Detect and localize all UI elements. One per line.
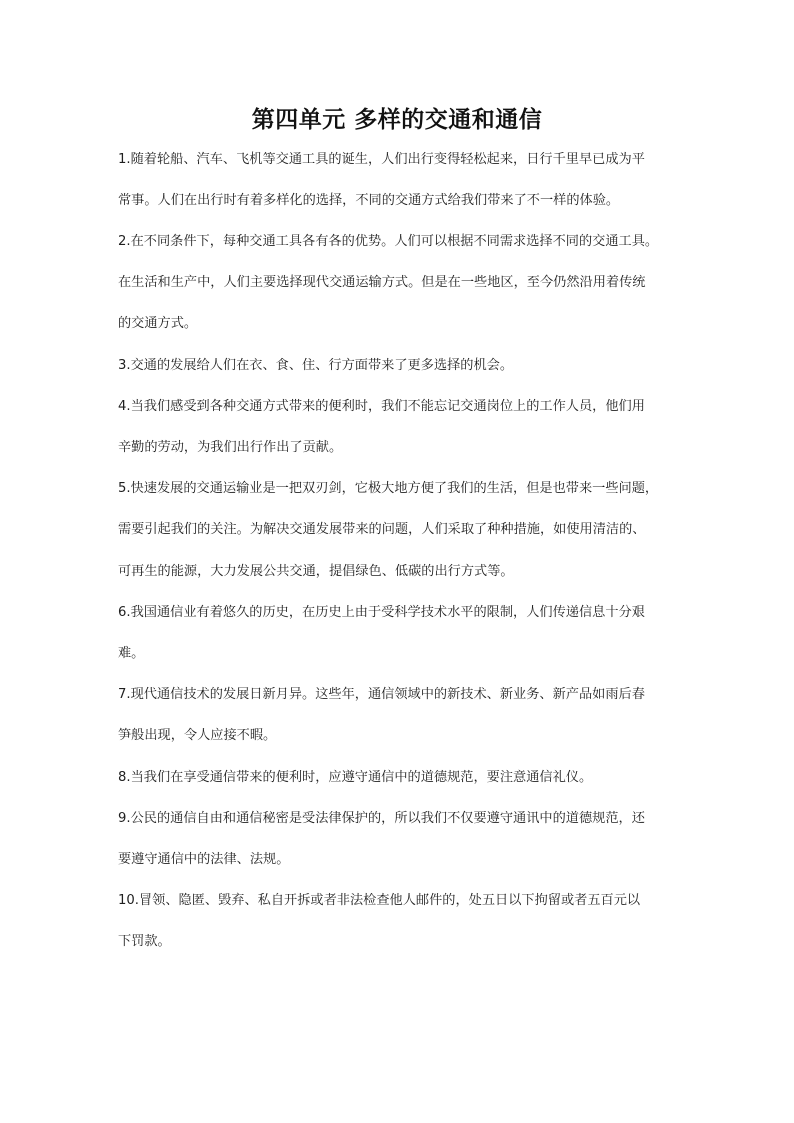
text-line: 可再生的能源，大力发展公共交通，提倡绿色、低碳的出行方式等。 <box>118 564 514 579</box>
text-line: 6.我国通信业有着悠久的历史，在历史上由于受科学技术水平的限制，人们传递信息十分艰 <box>118 605 645 620</box>
text-line: 要遵守通信中的法律、法规。 <box>118 852 290 867</box>
text-line: 常事。人们在出行时有着多样化的选择，不同的交通方式给我们带来了不一样的体验。 <box>118 193 620 208</box>
text-line: 4.当我们感受到各种交通方式带来的便利时，我们不能忘记交通岗位上的工作人员，他们用 <box>118 399 645 414</box>
text-line: 辛勤的劳动，为我们出行作出了贡献。 <box>118 440 343 455</box>
text-line: 3.交通的发展给人们在衣、食、住、行方面带来了更多选择的机会。 <box>118 358 514 373</box>
page-title: 第四单元 多样的交通和通信 <box>251 107 543 133</box>
text-line: 下罚款。 <box>118 934 171 949</box>
text-line: 在生活和生产中，人们主要选择现代交通运输方式。但是在一些地区，至今仍然沿用着传统 <box>118 275 646 290</box>
text-line: 9.公民的通信自由和通信秘密是受法律保护的，所以我们不仅要遵守通讯中的道德规范，还 <box>118 811 645 826</box>
text-line: 1.随着轮船、汽车、飞机等交通工具的诞生，人们出行变得轻松起来，日行千里早已成为平 <box>118 152 645 167</box>
text-line: 2.在不同条件下，每种交通工具各有各的优势。人们可以根据不同需求选择不同的交通工具。 <box>118 234 659 249</box>
text-line: 的交通方式。 <box>118 316 198 331</box>
text-line: 10.冒领、隐匿、毁弃、私自开拆或者非法检查他人邮件的，处五日以下拘留或者五百元以 <box>118 893 641 908</box>
text-line: 笋般出现，令人应接不暇。 <box>118 728 277 743</box>
text-line: 难。 <box>118 646 145 661</box>
text-line: 8.当我们在享受通信带来的便利时，应遵守通信中的道德规范，要注意通信礼仪。 <box>118 770 593 785</box>
text-line: 5.快速发展的交通运输业是一把双刃剑，它极大地方便了我们的生活，但是也带来一些问题， <box>118 481 659 496</box>
text-line: 7.现代通信技术的发展日新月异。这些年，通信领域中的新技术、新业务、新产品如雨后春 <box>118 687 645 702</box>
text-line: 需要引起我们的关注。为解决交通发展带来的问题，人们采取了种种措施，如使用清洁的、 <box>118 522 646 537</box>
